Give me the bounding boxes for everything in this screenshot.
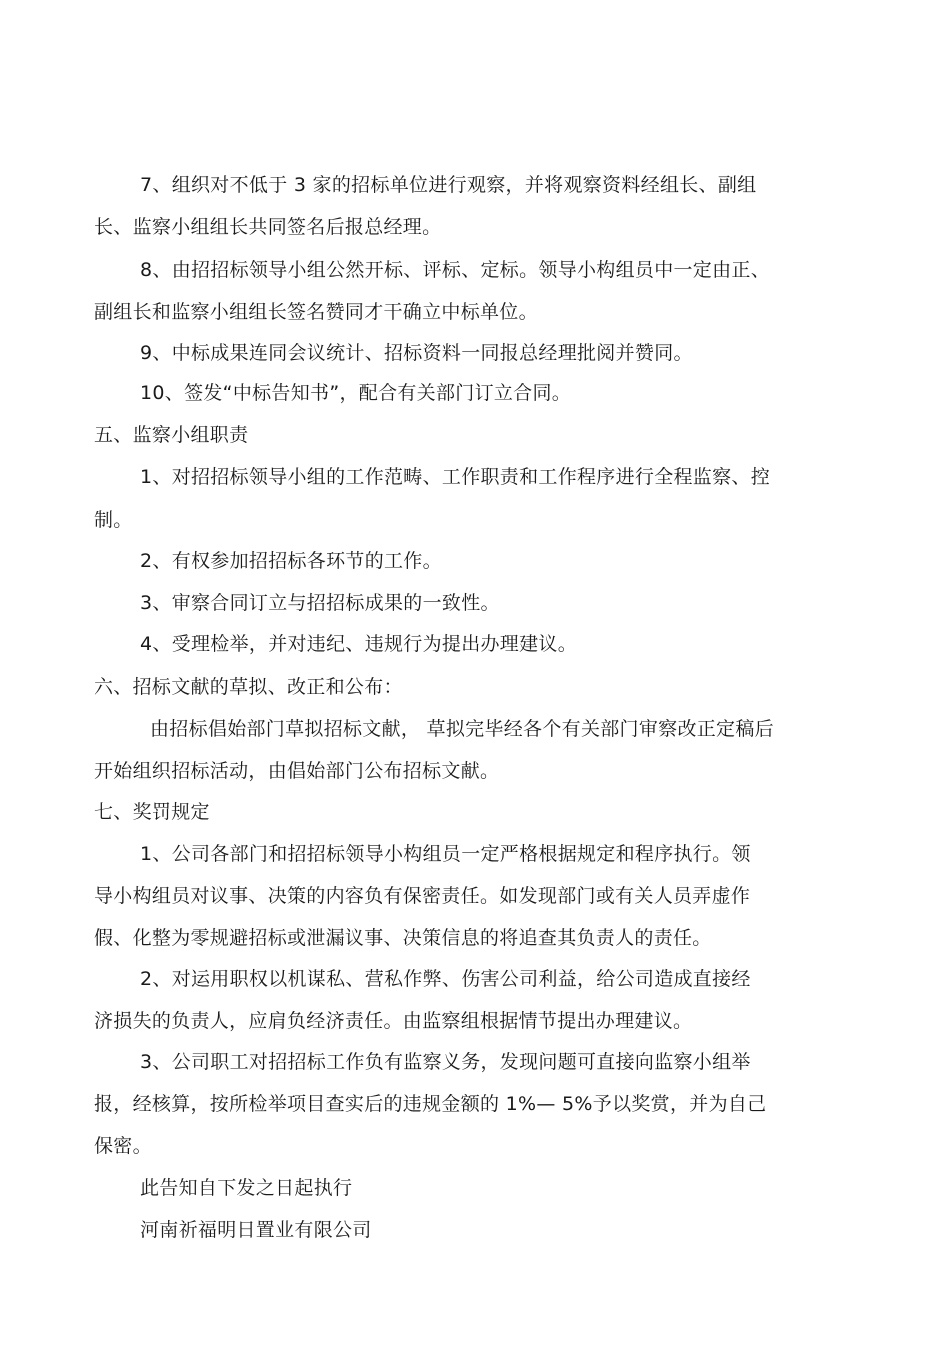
clause-7-line-2: 长、监察小组组长共同签名后报总经理。	[94, 216, 442, 238]
section-6-paragraph-line-2: 开始组织招标活动，由倡始部门公布招标文献。	[94, 760, 500, 782]
section-7-item-3-line-2: 报，经核算，按所检举项目查实后的违规金额的 1%— 5%予以奖赏，并为自己	[94, 1093, 767, 1115]
section-7-item-2-line-1: 2、对运用职权以机谋私、营私作弊、伤害公司利益，给公司造成直接经	[140, 968, 751, 990]
clause-7-line-1: 7、组织对不低于 3 家的招标单位进行观察，并将观察资料经组长、副组	[140, 174, 757, 196]
clause-8-line-1: 8、由招招标领导小组公然开标、评标、定标。领导小构组员中一定由正、	[140, 259, 770, 281]
section-6-heading: 六、招标文献的草拟、改正和公布：	[94, 676, 403, 698]
section-6-paragraph-line-1: 由招标倡始部门草拟招标文献， 草拟完毕经各个有关部门审察改正定稿后	[150, 718, 774, 740]
section-7-heading: 七、奖罚规定	[94, 801, 210, 823]
section-7-item-3-line-1: 3、公司职工对招招标工作负有监察义务，发现问题可直接向监察小组举	[140, 1051, 751, 1073]
clause-10-line: 10、签发“中标告知书”，配合有关部门订立合同。	[140, 382, 572, 404]
clause-8-line-2: 副组长和监察小组组长签名赞同才干确立中标单位。	[94, 301, 538, 323]
section-7-item-1-line-3: 假、化整为零规避招标或泄漏议事、决策信息的将追查其负责人的责任。	[94, 927, 712, 949]
effective-notice: 此告知自下发之日起执行	[140, 1177, 353, 1199]
clause-9-line: 9、中标成果连同会议统计、招标资料一同报总经理批阅并赞同。	[140, 342, 693, 364]
section-5-item-1-line-2: 制。	[94, 509, 133, 531]
section-7-item-1-line-2: 导小构组员对议事、决策的内容负有保密责任。如发现部门或有关人员弄虚作	[94, 885, 751, 907]
section-5-item-1-line-1: 1、对招招标领导小组的工作范畴、工作职责和工作程序进行全程监察、控	[140, 466, 770, 488]
section-5-item-3: 3、审察合同订立与招招标成果的一致性。	[140, 592, 500, 614]
company-name: 河南祈福明日置业有限公司	[140, 1219, 372, 1241]
section-7-item-2-line-2: 济损失的负责人，应肩负经济责任。由监察组根据情节提出办理建议。	[94, 1010, 693, 1032]
section-5-heading: 五、监察小组职责	[94, 424, 249, 446]
section-5-item-4: 4、受理检举，并对违纪、违规行为提出办理建议。	[140, 633, 577, 655]
section-7-item-1-line-1: 1、公司各部门和招招标领导小构组员一定严格根据规定和程序执行。领	[140, 843, 751, 865]
section-5-item-2: 2、有权参加招招标各环节的工作。	[140, 550, 442, 572]
section-7-item-3-line-3: 保密。	[94, 1135, 152, 1157]
